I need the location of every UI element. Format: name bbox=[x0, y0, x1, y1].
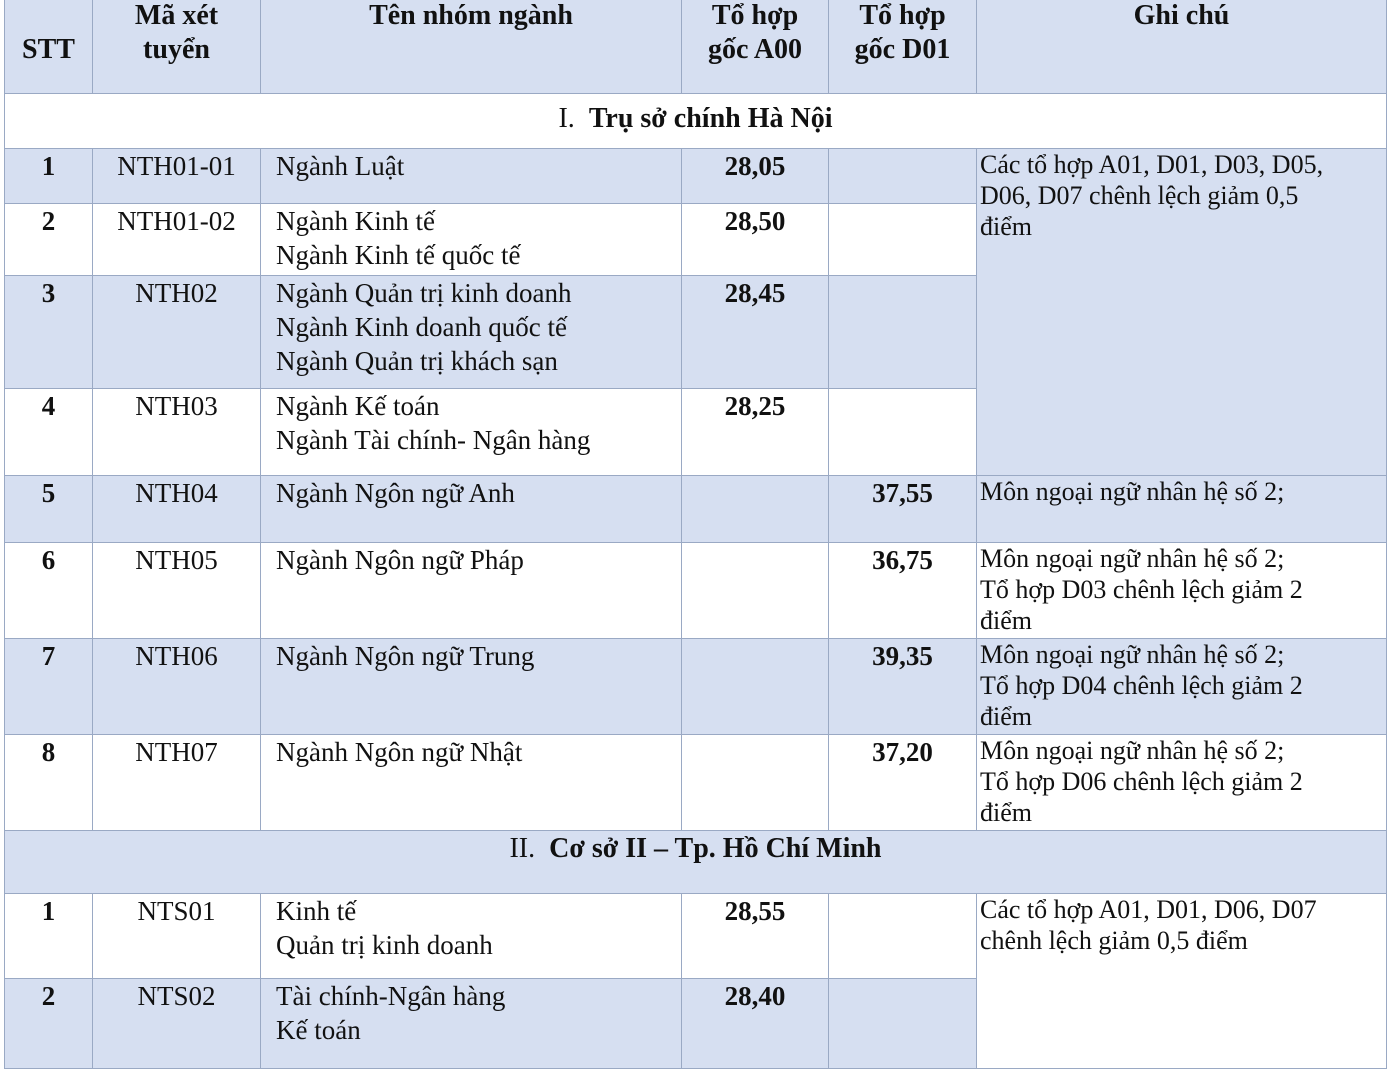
section-heading-row bbox=[5, 831, 1387, 894]
cell-code: NTH07 bbox=[93, 735, 261, 831]
cell-note: Môn ngoại ngữ nhân hệ số 2; Tổ hợp D06 chênh lệch giảm 2 điểm bbox=[977, 735, 1387, 831]
cell-major-name: Ngành Ngôn ngữ Trung bbox=[261, 639, 682, 735]
cell-stt: 7 bbox=[5, 639, 93, 735]
cell-stt: 5 bbox=[5, 476, 93, 543]
section-heading-row bbox=[5, 94, 1387, 149]
cell-score-a00: 28,40 bbox=[682, 979, 829, 1069]
header-ten-nhom-nganh: Tên nhóm ngành bbox=[261, 0, 682, 94]
cell-code: NTH03 bbox=[93, 389, 261, 476]
admission-score-table bbox=[4, 0, 1387, 1069]
cell-note: Môn ngoại ngữ nhân hệ số 2; Tổ hợp D03 chênh lệch giảm 2 điểm bbox=[977, 543, 1387, 639]
cell-note: Các tổ hợp A01, D01, D03, D05, D06, D07 chênh lệch giảm 0,5 điểm bbox=[977, 149, 1387, 476]
cell-stt: 1 bbox=[5, 149, 93, 204]
cell-score-d01 bbox=[829, 389, 977, 476]
table-row bbox=[5, 639, 1387, 735]
cell-code: NTH01-02 bbox=[93, 204, 261, 276]
cell-score-a00 bbox=[682, 639, 829, 735]
cell-note: Môn ngoại ngữ nhân hệ số 2; Tổ hợp D04 chênh lệch giảm 2 điểm bbox=[977, 639, 1387, 735]
cell-major-name: Ngành Kế toán Ngành Tài chính- Ngân hàng bbox=[261, 389, 682, 476]
cell-score-d01 bbox=[829, 894, 977, 979]
section-title-hcm: II. Cơ sở II – Tp. Hồ Chí Minh bbox=[5, 831, 1387, 894]
cell-score-d01 bbox=[829, 979, 977, 1069]
cell-note: Các tổ hợp A01, D01, D06, D07 chênh lệch giảm 0,5 điểm bbox=[977, 894, 1387, 1069]
header-ma-xet-tuyen: Mã xét tuyển bbox=[93, 0, 261, 94]
cell-score-a00: 28,45 bbox=[682, 276, 829, 389]
cell-code: NTH06 bbox=[93, 639, 261, 735]
cell-score-d01 bbox=[829, 276, 977, 389]
cell-score-d01: 37,20 bbox=[829, 735, 977, 831]
cell-stt: 3 bbox=[5, 276, 93, 389]
cell-score-a00: 28,05 bbox=[682, 149, 829, 204]
cell-code: NTS02 bbox=[93, 979, 261, 1069]
cell-stt: 2 bbox=[5, 204, 93, 276]
cell-stt: 8 bbox=[5, 735, 93, 831]
cell-score-d01 bbox=[829, 149, 977, 204]
cell-score-d01 bbox=[829, 204, 977, 276]
cell-code: NTH05 bbox=[93, 543, 261, 639]
cell-major-name: Ngành Ngôn ngữ Pháp bbox=[261, 543, 682, 639]
cell-code: NTS01 bbox=[93, 894, 261, 979]
cell-score-d01: 37,55 bbox=[829, 476, 977, 543]
cell-code: NTH01-01 bbox=[93, 149, 261, 204]
cell-major-name: Ngành Quản trị kinh doanh Ngành Kinh doanh quốc tế Ngành Quản trị khách sạn bbox=[261, 276, 682, 389]
header-stt: STT bbox=[5, 0, 93, 94]
cell-stt: 4 bbox=[5, 389, 93, 476]
table-row bbox=[5, 476, 1387, 543]
cell-code: NTH04 bbox=[93, 476, 261, 543]
cell-major-name: Tài chính-Ngân hàng Kế toán bbox=[261, 979, 682, 1069]
header-ghi-chu: Ghi chú bbox=[977, 0, 1387, 94]
table-row bbox=[5, 149, 1387, 204]
cell-stt: 1 bbox=[5, 894, 93, 979]
header-to-hop-d01: Tổ hợp gốc D01 bbox=[829, 0, 977, 94]
table-row bbox=[5, 735, 1387, 831]
cell-note: Môn ngoại ngữ nhân hệ số 2; bbox=[977, 476, 1387, 543]
cell-major-name: Ngành Kinh tế Ngành Kinh tế quốc tế bbox=[261, 204, 682, 276]
cell-stt: 2 bbox=[5, 979, 93, 1069]
table-row bbox=[5, 894, 1387, 979]
cell-score-d01: 39,35 bbox=[829, 639, 977, 735]
cell-major-name: Kinh tế Quản trị kinh doanh bbox=[261, 894, 682, 979]
table-header-row bbox=[5, 0, 1387, 94]
table-row bbox=[5, 543, 1387, 639]
cell-score-a00: 28,25 bbox=[682, 389, 829, 476]
cell-stt: 6 bbox=[5, 543, 93, 639]
cell-major-name: Ngành Ngôn ngữ Anh bbox=[261, 476, 682, 543]
cell-score-a00 bbox=[682, 476, 829, 543]
cell-score-a00 bbox=[682, 735, 829, 831]
cell-score-d01: 36,75 bbox=[829, 543, 977, 639]
cell-score-a00 bbox=[682, 543, 829, 639]
section-title-hanoi: I. Trụ sở chính Hà Nội bbox=[5, 94, 1387, 149]
cell-major-name: Ngành Ngôn ngữ Nhật bbox=[261, 735, 682, 831]
header-to-hop-a00: Tổ hợp gốc A00 bbox=[682, 0, 829, 94]
cell-score-a00: 28,55 bbox=[682, 894, 829, 979]
cell-major-name: Ngành Luật bbox=[261, 149, 682, 204]
cell-score-a00: 28,50 bbox=[682, 204, 829, 276]
cell-code: NTH02 bbox=[93, 276, 261, 389]
